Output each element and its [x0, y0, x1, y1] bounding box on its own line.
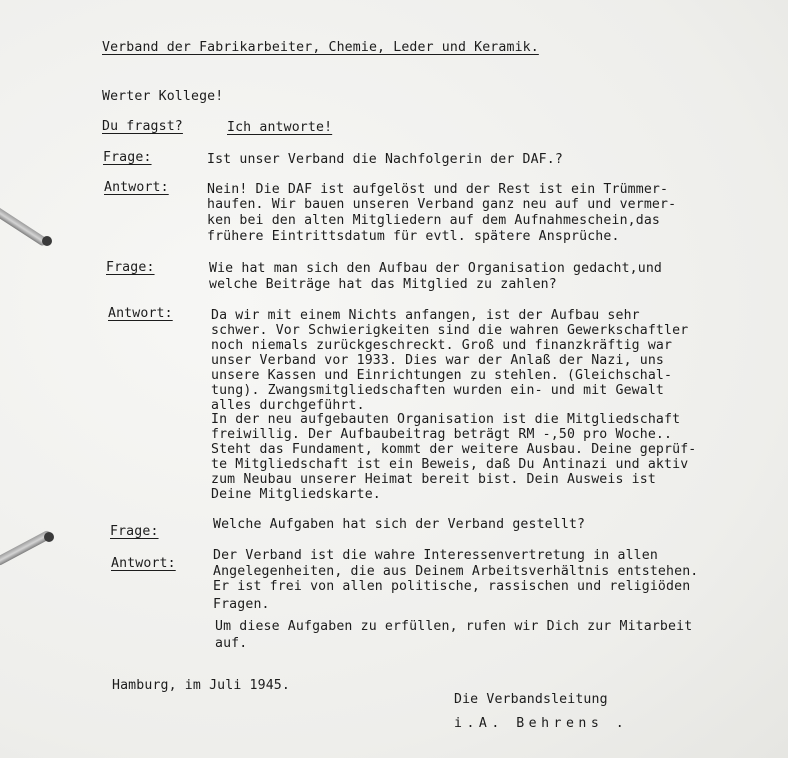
answer-2-line: te Mitgliedschaft ist ein Beweis, daß Du Antinazi und aktiv: [211, 457, 689, 472]
question-2-line: Wie hat man sich den Aufbau der Organisation gedacht,und: [209, 261, 663, 276]
answer-2-line: tung). Zwangsmitgliedschaften wurden ein- und mit Gewalt: [211, 383, 665, 398]
answer-3-line: Angelegenheiten, die aus Deinem Arbeitsverhältnis entstehen.: [213, 564, 699, 579]
answer-2-line: schwer. Vor Schwierigkeiten sind die wahren Gewerkschaftler: [211, 323, 689, 338]
question-label-3: Frage:: [110, 524, 159, 539]
question-3: Welche Aufgaben hat sich der Verband gestellt?: [213, 517, 586, 532]
answer-1-line: frühere Eintrittsdatum für evtl. spätere Ansprüche.: [207, 229, 620, 244]
question-label-1: Frage:: [103, 150, 152, 165]
binder-hole-bottom: [44, 532, 54, 542]
answer-3-line: auf.: [215, 636, 248, 651]
answer-1-line: ken bei den alten Mitgliedern auf dem Aufnahmeschein,das: [207, 213, 661, 228]
answer-3-line: Fragen.: [213, 597, 270, 612]
binder-hole-top: [42, 236, 52, 246]
answer-2-line: unsere Kassen und Einrichtungen zu stehlen. (Gleichschal-: [211, 368, 673, 383]
answer-3-line: Um diese Aufgaben zu erfüllen, rufen wir Dich zur Mitarbeit: [215, 619, 693, 634]
answer-1-line: haufen. Wir bauen unseren Verband ganz neu auf und vermer-: [207, 197, 677, 212]
answer-2-line: freiwillig. Der Aufbaubeitrag beträgt RM -,50 pro Woche..: [211, 427, 673, 442]
answer-2-line: unser Verband vor 1933. Dies war der Anlaß der Nazi, uns: [211, 353, 665, 368]
intro-answer: Ich antworte!: [227, 120, 333, 135]
answer-2-line: noch niemals zurückgeschreckt. Groß und finanzkräftig war: [211, 338, 673, 353]
question-1: Ist unser Verband die Nachfolgerin der DAF.?: [207, 152, 563, 167]
question-label-2: Frage:: [106, 260, 155, 275]
intro-question: Du fragst?: [102, 119, 183, 134]
answer-3-line: Der Verband ist die wahre Interessenvertretung in allen: [213, 548, 658, 563]
answer-2-line: Da wir mit einem Nichts anfangen, ist der Aufbau sehr: [211, 308, 640, 323]
answer-1-line: Nein! Die DAF ist aufgelöst und der Rest ist ein Trümmer-: [207, 182, 669, 197]
question-2-line: welche Beiträge hat das Mitglied zu zahlen?: [209, 277, 557, 292]
answer-2-line: alles durchgeführt.: [211, 398, 365, 413]
signature-title: Die Verbandsleitung: [454, 692, 608, 707]
answer-2-line: zum Neubau unserer Heimat bereit bist. Dein Ausweis ist: [211, 472, 656, 487]
answer-label-1: Antwort:: [104, 180, 169, 195]
answer-2-line: In der neu aufgebauten Organisation ist die Mitgliedschaft: [211, 412, 681, 427]
answer-2-line: Steht das Fundament, kommt der weitere Ausbau. Deine geprüf-: [211, 442, 697, 457]
letter-heading: Verband der Fabrikarbeiter, Chemie, Leder und Keramik.: [102, 40, 539, 55]
greeting: Werter Kollege!: [102, 89, 224, 104]
place-date: Hamburg, im Juli 1945.: [112, 678, 290, 693]
answer-2-line: Deine Mitgliedskarte.: [211, 487, 381, 502]
answer-label-3: Antwort:: [111, 556, 176, 571]
answer-3-line: Er ist frei von allen politische, rassischen und religiöden: [213, 579, 691, 594]
signature-name: i.A. Behrens .: [454, 716, 629, 731]
answer-label-2: Antwort:: [108, 306, 173, 321]
